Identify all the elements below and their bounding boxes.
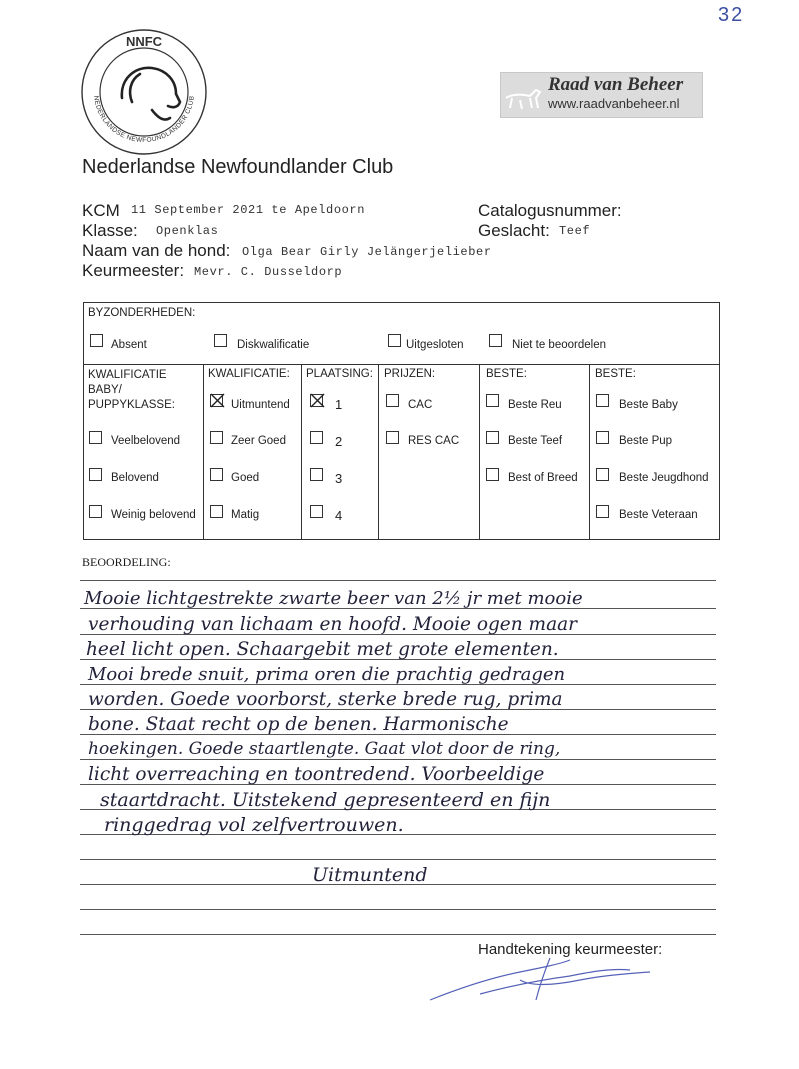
kcm-value: 11 September 2021 te Apeldoorn <box>131 203 366 217</box>
checkbox-plaats-2[interactable] <box>310 431 323 444</box>
option-weinig-belovend: Weinig belovend <box>111 509 196 521</box>
rvb-title: Raad van Beheer <box>548 74 684 95</box>
signature-label: Handtekening keurmeester: <box>478 941 663 958</box>
checkbox-belovend[interactable] <box>89 468 102 481</box>
option-goed: Goed <box>231 472 260 484</box>
checkbox-absent[interactable] <box>90 334 103 347</box>
ruled-line <box>80 859 716 860</box>
checkbox-uitgesloten[interactable] <box>388 334 401 347</box>
header-kwal-baby: KWALIFICATIE BABY/ PUPPYKLASSE: <box>88 369 175 411</box>
option-niet-te-beoordelen: Niet te beoordelen <box>512 339 606 351</box>
ruled-line <box>80 934 716 935</box>
klasse-value: Openklas <box>156 224 219 238</box>
option-cac: CAC <box>408 399 433 411</box>
checkbox-beste-pup[interactable] <box>596 431 609 444</box>
option-beste-jeugdhond: Beste Jeugdhond <box>619 472 709 484</box>
assessment-form <box>83 302 720 540</box>
option-uitmuntend: Uitmuntend <box>231 399 290 411</box>
logo-ring-text: NEDERLANDSE NEWFOUNDLANDER CLUB <box>92 95 196 145</box>
checkbox-beste-reu[interactable] <box>486 394 499 407</box>
checkbox-weinig-belovend[interactable] <box>89 505 102 518</box>
page-number: 32 <box>718 4 745 26</box>
judge-signature <box>420 950 690 1010</box>
option-matig: Matig <box>231 509 260 521</box>
checkbox-beste-teef[interactable] <box>486 431 499 444</box>
club-name: Nederlandse Newfoundlander Club <box>82 156 394 178</box>
option-beste-reu: Beste Reu <box>508 399 562 411</box>
assessment-line: Mooi brede snuit, prima oren die prachtig gedragen <box>88 664 566 685</box>
option-plaats-1: 1 <box>335 397 343 412</box>
checked-x-icon <box>209 392 226 409</box>
option-res-cac: RES CAC <box>408 435 460 447</box>
checkbox-cac[interactable] <box>386 394 399 407</box>
naam-label: Naam van de hond: <box>82 241 231 260</box>
beoordeling-label: BEOORDELING: <box>82 555 171 569</box>
checkbox-matig[interactable] <box>210 505 223 518</box>
assessment-verdict: Uitmuntend <box>312 864 428 886</box>
keurmeester-label: Keurmeester: <box>82 261 185 280</box>
checkbox-diskwalificatie[interactable] <box>214 334 227 347</box>
checkbox-goed[interactable] <box>210 468 223 481</box>
option-best-of-breed: Best of Breed <box>508 472 578 484</box>
assessment-line: licht overreaching en toontredend. Voorbeeldige <box>88 764 545 785</box>
kcm-label: KCM <box>82 201 120 220</box>
rvb-url: www.raadvanbeheer.nl <box>548 96 680 111</box>
checkbox-plaats-3[interactable] <box>310 468 323 481</box>
logo-acronym: NNFC <box>125 34 163 49</box>
option-beste-baby: Beste Baby <box>619 399 678 411</box>
checkbox-beste-jeugdhond[interactable] <box>596 468 609 481</box>
option-beste-veteraan: Beste Veteraan <box>619 509 698 521</box>
catalog-label: Catalogusnummer: <box>478 201 622 220</box>
option-veelbelovend: Veelbelovend <box>111 435 181 447</box>
assessment-line: worden. Goede voorborst, sterke brede rug, prima <box>88 689 563 710</box>
checkbox-niet-te-beoordelen[interactable] <box>489 334 502 347</box>
option-zeer-goed: Zeer Goed <box>231 435 286 447</box>
assessment-line: verhouding van lichaam en hoofd. Mooie ogen maar <box>88 614 577 635</box>
grid-row-divider <box>83 364 720 365</box>
dog-head-icon <box>122 68 180 120</box>
assessment-line: bone. Staat recht op de benen. Harmonische <box>88 714 509 735</box>
checkbox-zeer-goed[interactable] <box>210 431 223 444</box>
checkbox-plaats-1[interactable] <box>310 394 323 407</box>
grid-col-divider <box>203 364 204 540</box>
keurmeester-value: Mevr. C. Dusseldorp <box>194 265 343 279</box>
ruled-line <box>80 909 716 910</box>
byzonderheden-title: BYZONDERHEDEN: <box>88 307 196 319</box>
option-plaats-3: 3 <box>335 471 343 486</box>
geslacht-label: Geslacht: <box>478 221 550 240</box>
header-prijzen: PRIJZEN: <box>384 368 436 380</box>
grid-col-divider <box>301 364 302 540</box>
option-diskwalificatie: Diskwalificatie <box>237 339 310 351</box>
greyhound-icon <box>502 76 546 114</box>
checkbox-beste-baby[interactable] <box>596 394 609 407</box>
ruled-line <box>80 580 716 581</box>
checkbox-uitmuntend[interactable] <box>210 394 223 407</box>
assessment-line: hoekingen. Goede staartlengte. Gaat vlot door de ring, <box>88 739 561 759</box>
nnfc-logo <box>80 28 208 156</box>
ruled-line <box>80 759 716 760</box>
checked-x-icon <box>309 392 326 409</box>
grid-col-divider <box>589 364 590 540</box>
header-beste-2: BESTE: <box>595 368 636 380</box>
option-plaats-2: 2 <box>335 434 343 449</box>
assessment-line: staartdracht. Uitstekend gepresenteerd en fijn <box>100 789 551 811</box>
option-beste-pup: Beste Pup <box>619 435 673 447</box>
checkbox-plaats-4[interactable] <box>310 505 323 518</box>
naam-value: Olga Bear Girly Jelängerjelieber <box>242 245 492 259</box>
header-beste-1: BESTE: <box>486 368 527 380</box>
klasse-label: Klasse: <box>82 221 138 240</box>
grid-col-divider <box>479 364 480 540</box>
option-belovend: Belovend <box>111 472 159 484</box>
assessment-line: ringgedrag vol zelfvertrouwen. <box>104 814 404 836</box>
checkbox-veelbelovend[interactable] <box>89 431 102 444</box>
option-absent: Absent <box>111 339 147 351</box>
option-plaats-4: 4 <box>335 508 343 523</box>
assessment-line: Mooie lichtgestrekte zwarte beer van 2½ jr met mooie <box>84 588 583 609</box>
assessment-line: heel licht open. Schaargebit met grote elementen. <box>86 639 559 660</box>
checkbox-best-of-breed[interactable] <box>486 468 499 481</box>
header-plaatsing: PLAATSING: <box>306 368 373 380</box>
geslacht-value: Teef <box>559 224 591 238</box>
option-uitgesloten: Uitgesloten <box>406 339 464 351</box>
checkbox-res-cac[interactable] <box>386 431 399 444</box>
header-kwalificatie: KWALIFICATIE: <box>208 368 290 380</box>
grid-col-divider <box>378 364 379 540</box>
option-beste-teef: Beste Teef <box>508 435 563 447</box>
checkbox-beste-veteraan[interactable] <box>596 505 609 518</box>
